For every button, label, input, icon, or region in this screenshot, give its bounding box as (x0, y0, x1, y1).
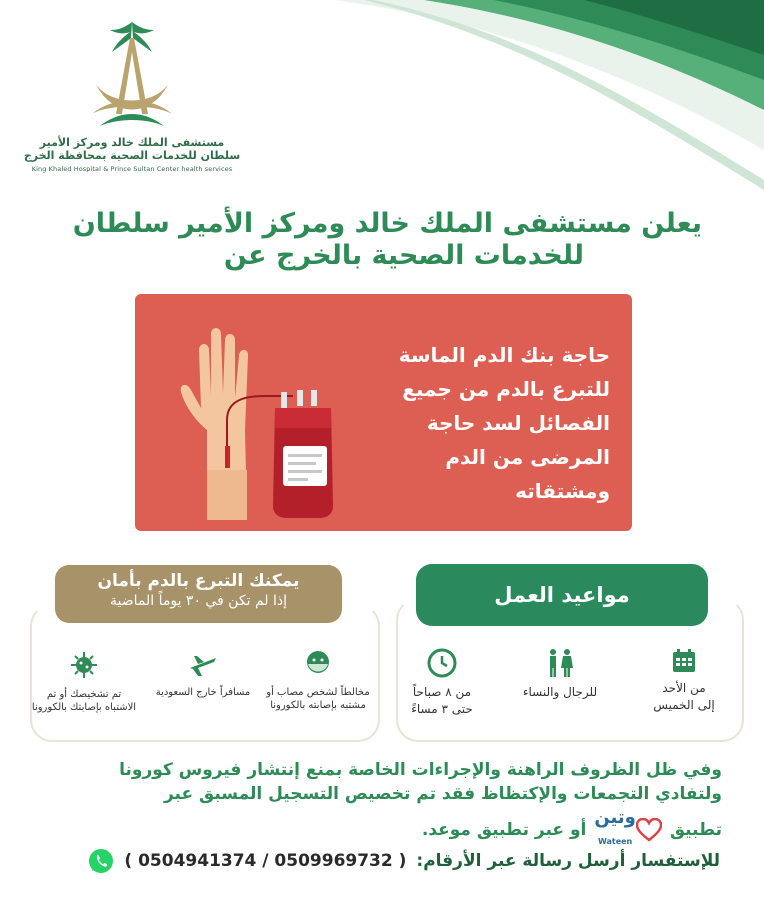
hours-time-line1: من ٨ صباحاً (412, 685, 472, 699)
wateen-name-ar: وتين (594, 807, 636, 828)
mask-icon (303, 650, 333, 678)
registration-paragraph (32, 758, 722, 854)
clock-icon (427, 648, 457, 678)
logo-name-ar-line1: مستشفى الملك خالد ومركز الأمير (39, 136, 225, 149)
hospital-logo (22, 18, 242, 173)
condition-diagnosed-line2: الاشتباه بإصابتك بالكورونا (31, 702, 137, 713)
announcement-line1: حاجة بنك الدم الماسة (398, 343, 610, 367)
condition-contact-line1: مخالطاً لشخص مصاب أو (266, 687, 370, 698)
hours-audience (510, 648, 610, 701)
palm-swords-emblem-icon (72, 18, 192, 136)
blood-donation-hand-icon (155, 310, 335, 520)
contact-numbers[interactable]: ( 0504941374 / 0509969732 ) (124, 851, 407, 871)
logo-name-en: King Khaled Hospital & Prince Sultan Center health services (31, 165, 233, 173)
announcement-line2: للتبرع بالدم من جميع (402, 377, 610, 401)
safe-donation-header (55, 565, 342, 623)
paragraph-line1: وفي ظل الظروف الراهنة والإجراءات الخاصة بمنع إنتشار فيروس كورونا (119, 760, 722, 780)
announcement-text (310, 338, 610, 508)
headline-line2: للخدمات الصحية بالخرج عن (223, 240, 584, 271)
headline-line1: يعلن مستشفى الملك خالد ومركز الأمير سلطان (72, 208, 702, 239)
wateen-app-logo[interactable] (594, 806, 662, 854)
safe-donation-subtitle: إذا لم تكن في ٣٠ يوماً الماضية (109, 593, 288, 609)
condition-diagnosed (28, 650, 140, 714)
airplane-icon (188, 652, 218, 678)
hours-days-line1: من الأحد (662, 681, 706, 695)
headline (42, 208, 702, 272)
hours-time-line2: حتى ٣ مساءً (411, 702, 473, 716)
virus-icon (69, 650, 99, 680)
paragraph-line2: ولتفادي التجمعات والإكتظاظ فقد تم تخصيص التسجيل المسبق عبر (163, 784, 722, 804)
logo-name-ar-line2: سلطان للخدمات الصحية بمحافظة الخرج (23, 149, 241, 162)
hours-time (398, 648, 486, 718)
hours-audience-text: للرجال والنساء (522, 685, 598, 699)
hours-days-line2: إلى الخميس (653, 698, 715, 712)
wateen-name-en: Wateen (597, 837, 633, 846)
paragraph-line3 (32, 806, 722, 854)
announcement-line5: ومشتقاته (515, 479, 610, 503)
heart-icon (636, 818, 662, 842)
contact-line (30, 848, 720, 874)
app-suffix: أو عبر تطبيق موعد. (421, 820, 587, 840)
calendar-icon (671, 648, 697, 674)
whatsapp-icon[interactable] (88, 848, 114, 874)
safe-donation-title: يمكنك التبرع بالدم بأمان (97, 571, 300, 591)
announcement-panel (135, 294, 632, 531)
condition-diagnosed-line1: تم تشخيصك أو تم (46, 689, 122, 700)
announcement-line3: الفصائل لسد حاجة (426, 411, 610, 435)
condition-contact-line2: مشتبه بإصابته بالكورونا (270, 700, 366, 711)
hours-days (636, 648, 732, 714)
decorative-corner-waves (164, 0, 764, 190)
condition-contact (262, 650, 374, 712)
condition-travel (148, 652, 258, 699)
app-prefix: تطبيق (669, 820, 722, 840)
announcement-line4: المرضى من الدم (445, 445, 610, 469)
condition-travel-text: مسافراً خارج السعودية (155, 687, 251, 698)
contact-label: للإستفسار أرسل رسالة عبر الأرقام: (416, 851, 720, 871)
men-women-icon (545, 648, 575, 678)
working-hours-title: مواعيد العمل (416, 564, 708, 626)
